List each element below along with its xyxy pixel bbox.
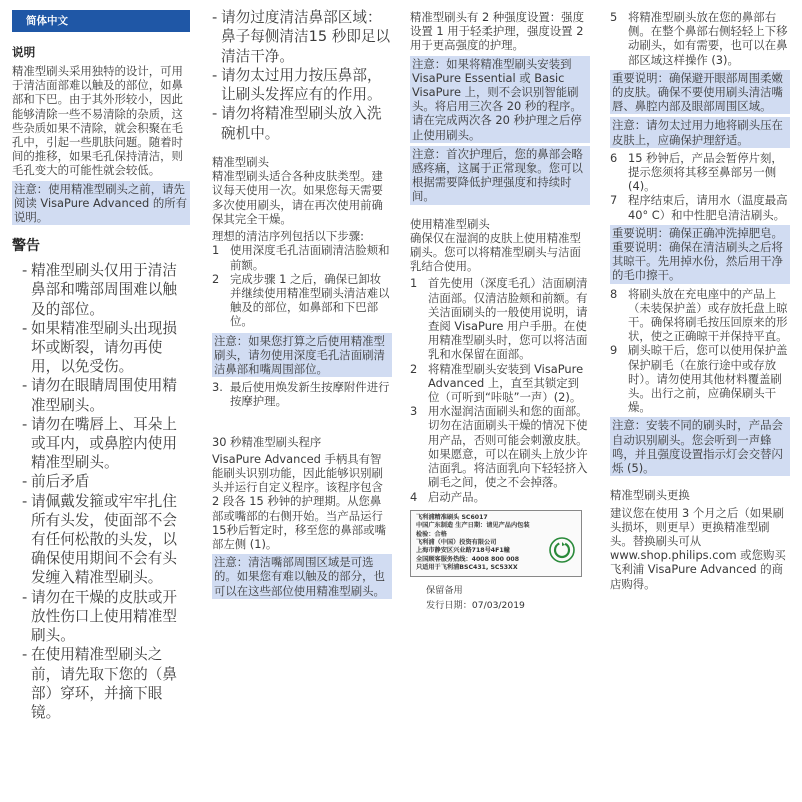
warning-item: - 在使用精准型刷头之前，请先取下您的（鼻部）穿环，并摘下眼镜。 — [22, 646, 177, 721]
program-text: VisaPure Advanced 手柄具有智能刷头识别功能，因此能够识别刷头并运行自定义程序。该程序包含 2 段各 15 秒钟的护理期。从您鼻部或嘴部的右侧开始。当产品运行15秒后暂定时，移至您的鼻部或嘴部左侧 (1)。 — [212, 451, 386, 551]
column-4 — [610, 0, 790, 591]
replace-text: 建议您在使用 3 个月之后（如果刷头损坏，则更早）更换精准型刷头。替换刷头可从 www.shop.philips.com 或您购买飞利浦 VisaPure Advanced 的商店购得。 — [610, 505, 786, 591]
column-3 — [410, 0, 590, 613]
package-line: 飞利浦精准刷头 SC6017 — [416, 513, 488, 521]
section-title-precision-brush: 精准型刷头 — [212, 155, 269, 170]
section-text-precision-brush: 精准型刷头适合各种皮肤类型。建议每天使用一次。如果您每天需要多次使用刷头，请在再次使用前确保其完全干燥。 — [212, 169, 383, 226]
package-line: 只适用于飞利浦BSC431, SC53XX — [416, 564, 518, 572]
step-item: 1 使用深度毛孔洁面刷清洁脸颊和前额。 — [212, 243, 390, 272]
replace-title: 精准型刷头更换 — [610, 488, 690, 503]
recycle-icon — [549, 537, 575, 563]
note-auto-recognition: 注意：安装不同的刷头时，产品会自动识别刷头。您会听到一声蜂鸣，并且强度设置指示灯会交替闪烁 (5)。 — [610, 417, 790, 476]
use-steps — [410, 276, 590, 503]
warning-item: - 如果精准型刷头出现损坏或断裂，请勿再使用，以免受伤。 — [22, 319, 177, 376]
step-5 — [610, 10, 790, 67]
step-item: 3. 最后使用焕发新生按摩附件进行按摩护理。 — [212, 380, 390, 409]
step-item: 7 程序结束后，请用水（温度最高 40° C）和中性肥皂清洁刷头。 — [610, 193, 788, 222]
use-text: 确保仅在湿润的皮肤上使用精准型刷头。您可以将精准型刷头与洁面乳结合使用。 — [410, 230, 581, 274]
warning-item: - 请勿在嘴唇上、耳朵上或耳内，或鼻腔内使用精准型刷头。 — [22, 415, 177, 472]
package-label — [410, 510, 582, 577]
program-title: 30 秒精准型刷头程序 — [212, 434, 322, 449]
important-eye-area: 重要说明：确保避开眼部周围柔嫩的皮肤。确保不要使用刷头清洁嘴唇、鼻腔内部及眼部周围区域。 — [610, 70, 790, 115]
note-essential-basic: 注意：如果将精准型刷头安装到 VisaPure Essential 或 Basic VisaPure 上，则不会识别智能刷头。将启用三次各 20 秒的程序。请在完成两次各 20 秒护理之后停止使用刷头。 — [410, 56, 590, 143]
package-line: 中国广东制造 生产日期：请见产品内包装 — [416, 522, 530, 530]
warning-title: 警告 — [12, 238, 40, 255]
retain-text: 保留备用 — [426, 584, 463, 596]
step-item: 4 启动产品。 — [410, 489, 485, 504]
warning-item: - 请佩戴发箍或牢牢扎住所有头发，使面部不会有任何松散的头发，以确保使用期间不会有头发缠入精准型刷头。 — [22, 492, 177, 587]
step-item: 3 用水湿润洁面刷头和您的面部。切勿在洁面刷头干燥的情况下使用产品，否则可能会刺激皮肤。如果愿意，可以在刷头上放少许洁面乳。将洁面乳向下轻轻挤入刷毛之间，使之不会掉落。 — [410, 404, 588, 490]
step-3 — [212, 380, 392, 408]
package-line: 飞利浦（中国）投资有限公司 — [416, 538, 497, 546]
issue-date: 发行日期：07/03/2019 — [426, 599, 525, 611]
step-item: 2 完成步骤 1 之后，确保已卸妆并继续使用精准型刷头清洁难以触及的部位，如鼻部和下巴部位。 — [212, 271, 390, 329]
warning-item: - 请勿太过用力按压鼻部，让刷头发挥应有的作用。 — [212, 66, 382, 104]
warning-list-cont — [212, 8, 392, 143]
important-rinse: 重要说明：确保正确冲洗掉肥皂。重要说明：确保在清洁刷头之后将其晾干。先用掉水份，然后用干净的毛巾擦干。 — [610, 225, 790, 284]
steps-list — [212, 243, 392, 328]
warning-item: - 请勿在干燥的皮肤或开放性伤口上使用精准型刷头。 — [22, 588, 177, 645]
package-line: 检验：合格 — [416, 530, 447, 538]
note-pressure: 注意：请勿太过用力地将刷头压在皮肤上，应确保护理舒适。 — [610, 117, 790, 147]
column-1 — [12, 0, 190, 722]
note-mouth-area: 注意：清洁嘴部周围区域是可选的。如果您有难以触及的部分，也可以在这些部位使用精准型刷头。 — [212, 554, 392, 599]
steps-8-9 — [610, 287, 790, 415]
warning-item: - 请勿在眼睛周围使用精准型刷头。 — [22, 377, 177, 414]
warning-item: - 请勿将精准型刷头放入洗碗机中。 — [212, 105, 382, 142]
step-item: 5 将精准型刷头放在您的鼻部右侧。在整个鼻部右侧轻轻上下移动刷头，如有需要，也可以在鼻部区域这样操作 (3)。 — [610, 10, 788, 67]
note-deep-pore: 注意：如果您打算之后使用精准型刷头，请勿使用深度毛孔洁面刷清洁鼻部和嘴周围部位。 — [212, 333, 392, 378]
note-first-treatment: 注意：首次护理后，您的鼻部会略感疼痛，这属于正常现象。您可以根据需要降低护理强度和持续时间。 — [410, 146, 590, 205]
steps-6-7 — [610, 151, 790, 222]
warning-item: - 精准型刷头仅用于清洁鼻部和嘴部周围难以触及的部位。 — [22, 262, 177, 318]
step-item: 2 将精准型刷头安装到 VisaPure Advanced 上，直至其锁定到位（可听到“咔哒”一声）(2)。 — [410, 361, 584, 405]
step-item: 1 首先使用（深度毛孔）洁面刷清洁面部。仅清洁脸颊和前额。有关洁面刷头的一般使用说明，请查阅 VisaPure 用户手册。在使用精准型刷头时，您可以将洁面乳和水保留在面部。 — [410, 276, 588, 362]
warning-list — [12, 261, 190, 722]
package-line: 上海市静安区兴业路718号4F1幢 — [416, 547, 510, 555]
step-item: 8 将刷头放在充电座中的产品上（未装保护盖）或存放托盘上晾干。确保将刷毛按压回原来的形状，使之正确晾干并保持平直。 — [610, 286, 788, 344]
language-tab: 简体中文 — [12, 10, 190, 32]
warning-item: - 请勿过度清洁鼻部区域：鼻子每侧清洁15 秒即足以清洁干净。 — [212, 9, 391, 65]
steps-intro: 理想的清洁序列包括以下步骤: — [212, 229, 364, 244]
step-item: 6 15 秒钟后，产品会暂停片刻，提示您须将其移至鼻部另一侧 (4)。 — [610, 150, 783, 194]
package-line: 全国顾客服务热线：4008 800 008 — [416, 555, 520, 563]
description-title: 说明 — [12, 45, 36, 59]
warning-item: - 前后矛盾 — [22, 473, 90, 491]
intensity-text: 精准型刷头有 2 种强度设置：强度设置 1 用于轻柔护理，强度设置 2 用于更高强度的护理。 — [410, 10, 584, 53]
description-text: 精准型刷头采用独特的设计，可用于清洁面部难以触及的部位，如鼻部和下巴。由于其外形较小，因此能够清除一些不易清除的杂质，这些杂质如果不清除，就会积聚在毛孔中，引起一些肌肤问题。随着时间的推移，如果毛孔保持清洁，则毛孔变大的可能性就会较低。 — [12, 64, 183, 178]
use-title: 使用精准型刷头 — [410, 216, 490, 231]
column-2 — [212, 0, 392, 599]
note-read-instructions: 注意：使用精准型刷头之前，请先阅读 VisaPure Advanced 的所有说明。 — [12, 181, 190, 226]
step-item: 9 刷头晾干后，您可以使用保护盖保护刷毛（在旅行途中或存放时）。请勿使用其他材料覆盖刷头。出行之前，应确保刷头干燥。 — [610, 343, 788, 415]
